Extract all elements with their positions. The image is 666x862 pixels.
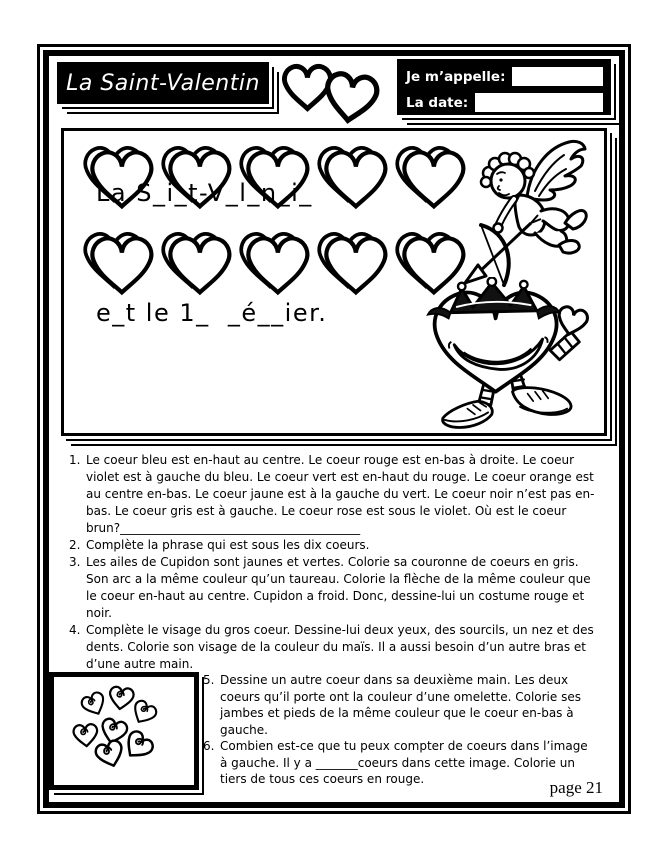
item-number: 2. bbox=[69, 538, 81, 552]
phrase-line-1: La S_i_t-V_l_n_i_ bbox=[96, 179, 313, 207]
date-input-bar[interactable] bbox=[474, 92, 604, 113]
item-text: Les ailes de Cupidon sont jaunes et vertes. Colorie sa couronne de coeurs en gris. Son arc a la même couleur qu’un taureau. Colorie la flèche de la même couleur que le coeur en-haut au centre. Cupidon a froid. Donc, dessine-lui un costume rouge et noir. bbox=[86, 555, 591, 620]
instruction-item bbox=[69, 452, 595, 537]
item-number: 3. bbox=[69, 555, 81, 569]
jester-heart-icon bbox=[410, 277, 600, 435]
item-text: Dessine un autre coeur dans sa deuxième main. Les deux coeurs qu’il porte ont la couleur d’une omelette. Colorie ses jambes et pieds de la même couleur que le coeur en-bas à gauche. bbox=[220, 673, 581, 737]
item-number: 5. bbox=[203, 673, 215, 687]
activity-box bbox=[61, 128, 607, 436]
date-label: La date: bbox=[406, 94, 469, 111]
item-text: Le coeur bleu est en-haut au centre. Le coeur rouge est en-bas à droite. Le coeur violet est à gauche du bleu. Le coeur vert est en-haut du rouge. Le coeur orange est au centre en-bas. Le coeur jaune est à la gauche du vert. Le coeur noir n’est pas en-bas. Le coeur gris est à gauche. Le coeur rose est sous le violet. Où est le coeur brun?________________________________________ bbox=[86, 453, 595, 535]
bottom-instructions bbox=[203, 672, 595, 788]
swirl-hearts-icon bbox=[57, 680, 191, 782]
item-text: Complète le visage du gros coeur. Dessine-lui deux yeux, des sourcils, un nez et des dents. Colorie son visage de la couleur du maïs. Il a aussi besoin d’un autre bras et d’une autre main. bbox=[86, 623, 594, 671]
name-date-box bbox=[397, 59, 611, 115]
inner-frame bbox=[43, 50, 625, 808]
item-text: Complète la phrase qui est sous les dix coeurs. bbox=[86, 538, 370, 552]
phrase-line-2: e_t le 1_ _é__ier. bbox=[96, 299, 328, 327]
page-number: page 21 bbox=[549, 778, 603, 797]
instruction-item bbox=[69, 554, 595, 622]
instruction-item bbox=[203, 672, 595, 738]
instruction-item bbox=[69, 622, 595, 673]
fill-in-phrase bbox=[96, 93, 327, 413]
instruction-item bbox=[69, 537, 595, 554]
item-number: 4. bbox=[69, 623, 81, 637]
page-title: La Saint-Valentin bbox=[66, 70, 260, 96]
instruction-item bbox=[203, 738, 595, 788]
item-number: 1. bbox=[69, 453, 81, 467]
name-input-bar[interactable] bbox=[511, 66, 604, 87]
cupid-icon bbox=[450, 133, 602, 293]
date-row bbox=[406, 92, 604, 113]
item-number: 6. bbox=[203, 739, 215, 753]
instructions-list bbox=[69, 452, 595, 673]
outer-frame bbox=[37, 44, 631, 814]
item-text: Combien est-ce que tu peux compter de coeurs dans l’image à gauche. Il y a _______coeurs dans cette image. Colorie un tiers de tous ces coeurs en rouge. bbox=[220, 739, 588, 786]
name-label: Je m’appelle: bbox=[406, 68, 506, 85]
name-row bbox=[406, 66, 604, 87]
hearts-cluster-box bbox=[49, 672, 199, 790]
